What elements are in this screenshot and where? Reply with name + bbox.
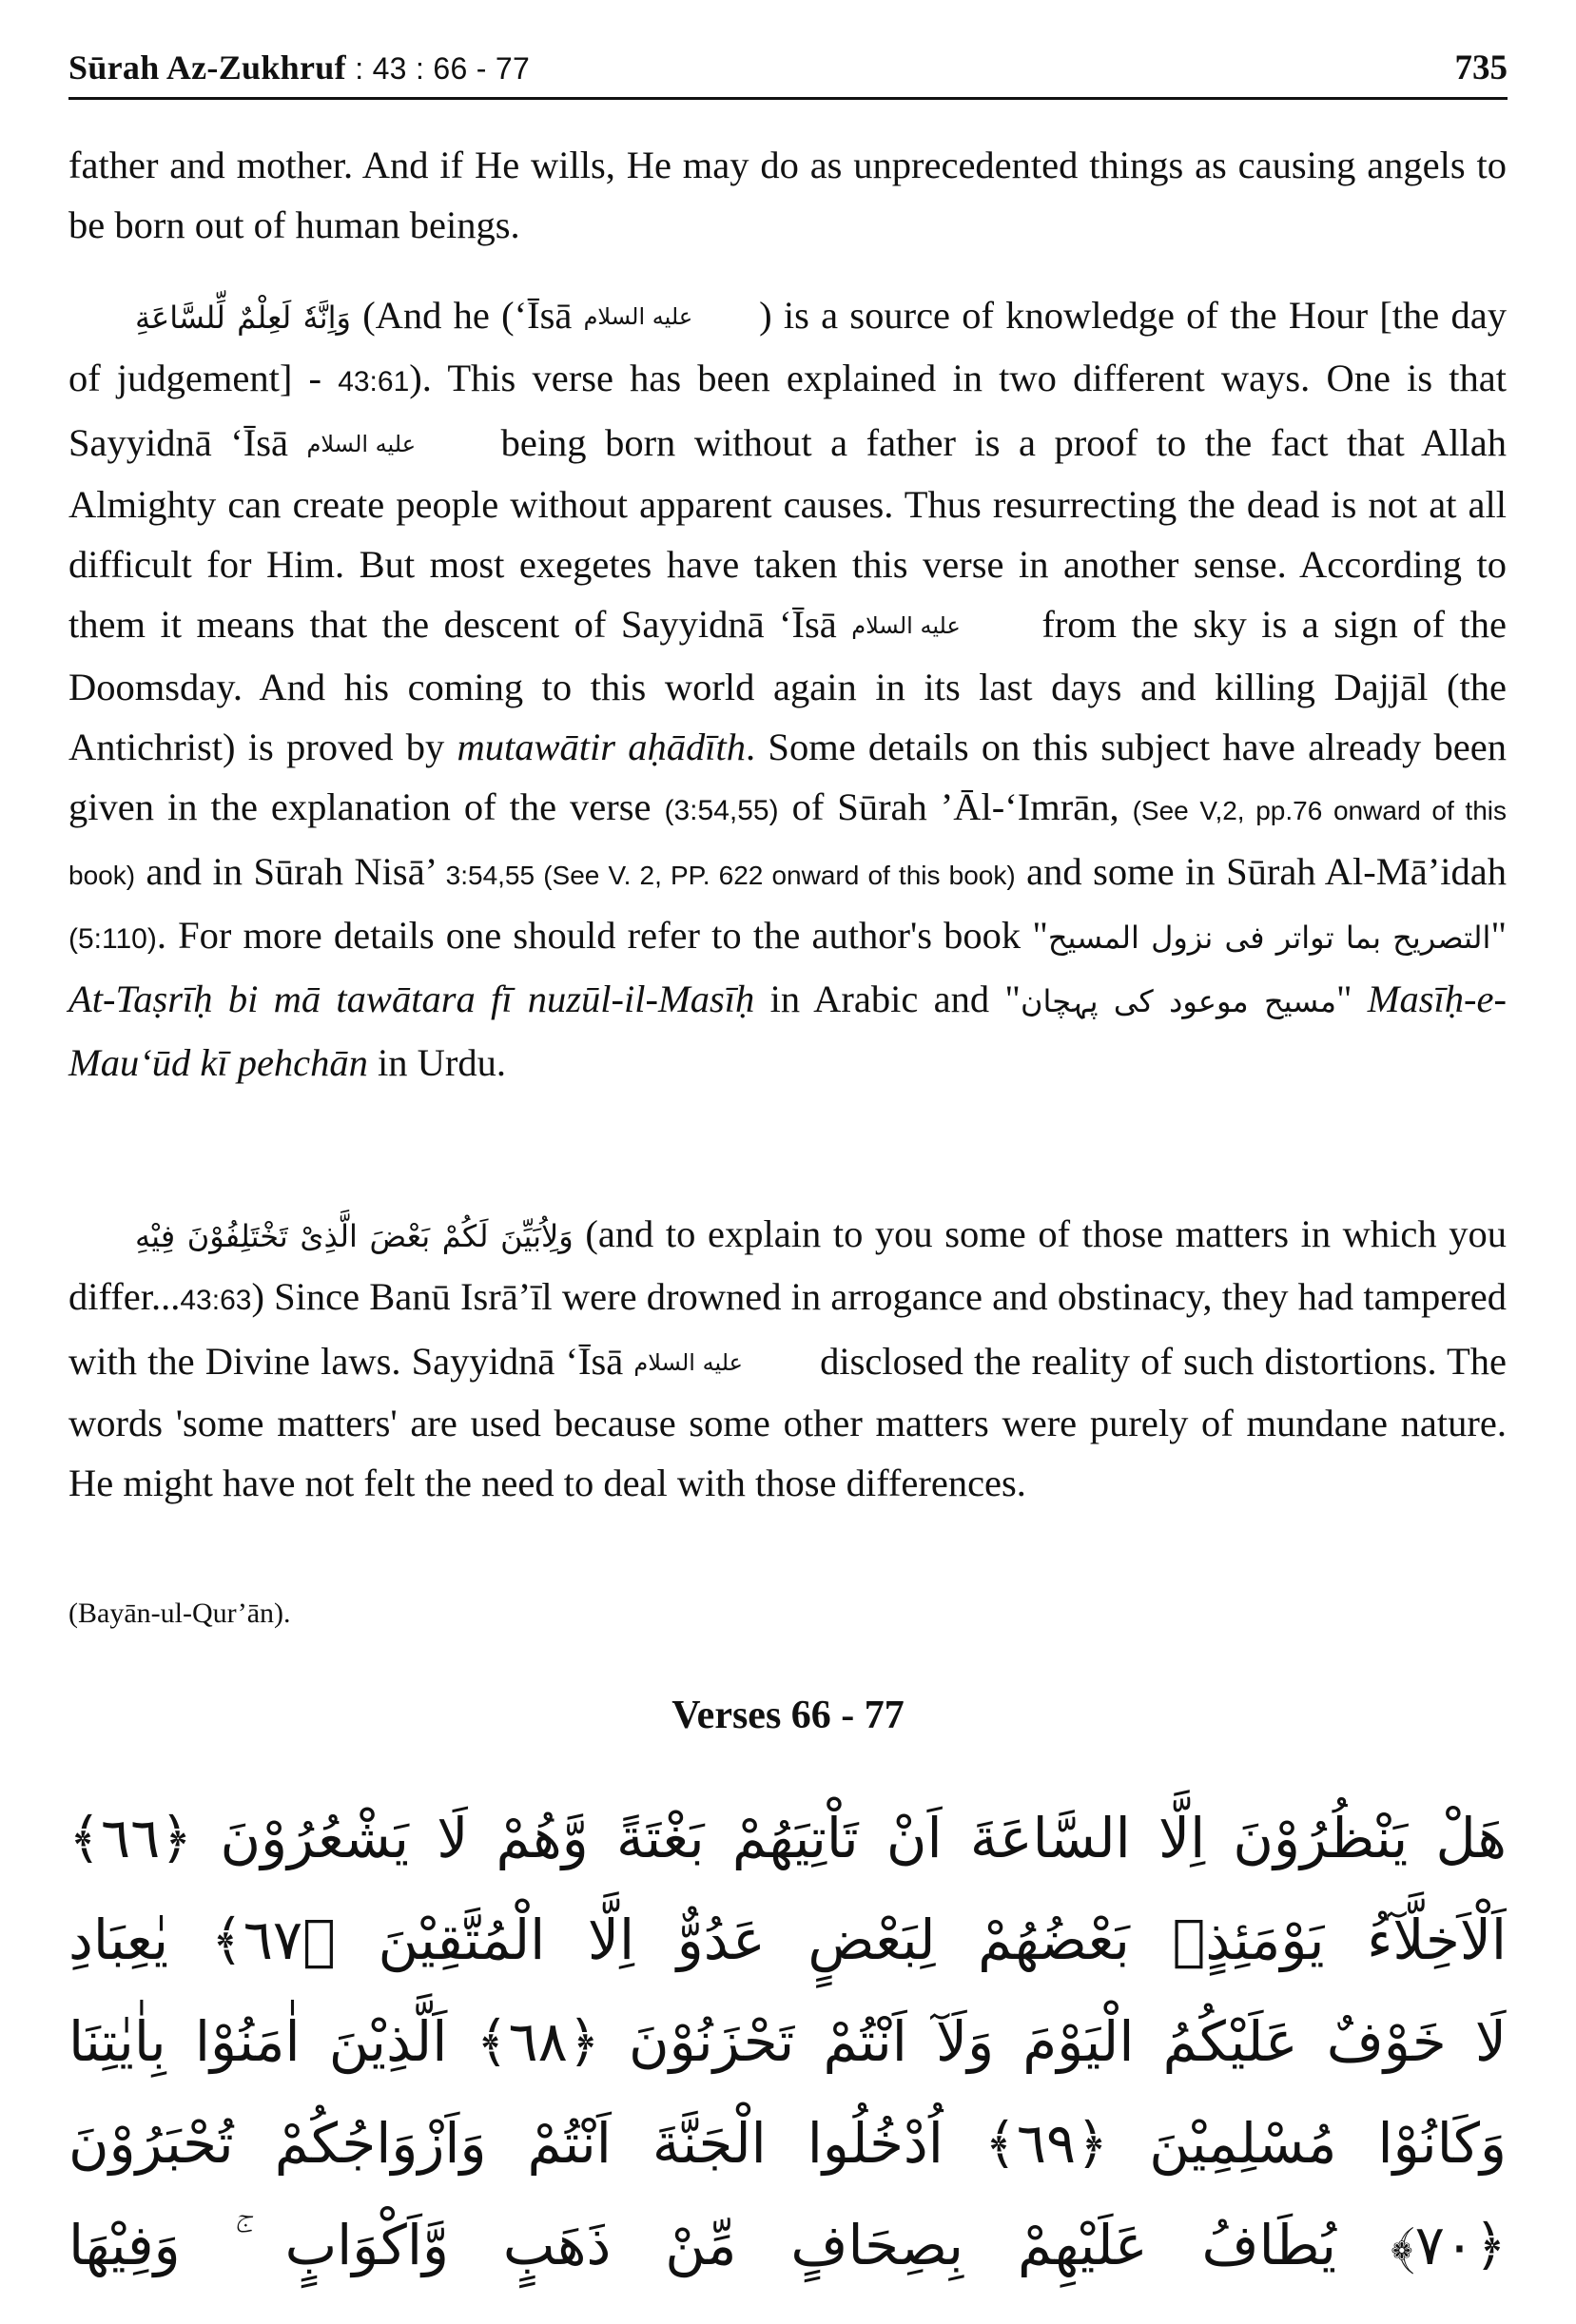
text-run: . For more details one should refer to the author's book " (156, 913, 1048, 957)
text-run: ). This verse has been explained in two different ways. One is that Sayyidnā ‘Īsā (68, 357, 1508, 464)
cross-reference: (See V,2, pp.76 onward of this book) (68, 796, 1507, 890)
verse-line: اَلْاَخِلَّآءُ يَوْمَئِذٍۢ بَعْضُهُمْ لِبَعْضٍ عَدُوٌّ اِلَّا الْمُتَّقِيْنَ ﴿٦٧﴾ يٰعِبَادِ (68, 1908, 1507, 1972)
paragraph-3-text (68, 1204, 1507, 1513)
text-run: and some in Sūrah Al-Mā’idah (1015, 849, 1507, 893)
section-heading: Verses 66 - 77 (671, 1694, 905, 1737)
cross-reference: 3:54,55 (See V. 2, PP. 622 onward of this book) (445, 860, 1016, 890)
honorific-glyph: عليه السلام (851, 612, 961, 640)
paragraph-2 (68, 285, 1507, 1093)
paragraph-3 (68, 1204, 1507, 1513)
paragraph-1-text: father and mother. And if He wills, He may do as unprecedented things as causing angels to be born out of human beings. (68, 144, 1507, 247)
italic-term: mutawātir aḥādīth (457, 726, 747, 769)
italic-book-title: Masīḥ-e-Mau‘ūd kī pehchān (68, 978, 1507, 1084)
arabic-quote: وَلِاُبَيِّنَ لَكُمْ بَعْضَ الَّذِیْ تَخْتَلِفُوْنَ فِيْهِ (135, 1218, 574, 1254)
text-run: ) is a source of knowledge of the Hour [the day of judgement] - (68, 294, 1507, 400)
arabic-quote: وَاِنَّهٗ لَعِلْمٌ لِّلسَّاعَةِ (135, 300, 351, 336)
verse-line: ﴿٧٠﴾ يُطَافُ عَلَيْهِمْ بِصِحَافٍ مِّنْ ذَهَبٍ وَّاَكْوَابٍ ۚ وَفِيْهَا (68, 2213, 1507, 2277)
text-run: ) Since Banū Isrā’īl were drowned in arrogance and obstinacy, they had tampered with the Divine laws. Sayyidnā ‘Īsā (68, 1275, 1507, 1383)
verse-reference: 43:61 (338, 366, 410, 398)
text-run: disclosed the reality of such distortions. The words 'some matters' are used because some other matters were purely of mundane nature. He might have not felt the need to deal with those differences. (68, 1339, 1507, 1505)
verse-line: هَلْ يَنْظُرُوْنَ اِلَّا السَّاعَةَ اَنْ تَاْتِيَهُمْ بَغْتَةً وَّهُمْ لَا يَشْعُرُوْنَ ﴿٦٦﴾ (68, 1806, 1507, 1870)
citation: (Bayān-ul-Qur’ān). (68, 1598, 291, 1629)
urdu-book-title: مسیح موعود کی پہچان (1020, 983, 1336, 1020)
paragraph-1 (68, 135, 1507, 256)
surah-title: Sūrah Az-Zukhruf (68, 48, 346, 87)
italic-book-title: At-Taṣrīḥ bi mā tawātara fī nuzūl-il-Masīḥ (68, 978, 755, 1021)
honorific-glyph: عليه السلام (583, 303, 693, 330)
text-run: in Urdu. (367, 1040, 507, 1084)
verse-line: لَا خَوْفٌ عَلَيْكُمُ الْيَوْمَ وَلَآ اَنْتُمْ تَحْزَنُوْنَ ﴿٦٨﴾ اَلَّذِيْنَ اٰمَنُوْا بِاٰيٰتِنَا (68, 2009, 1507, 2074)
text-run: (And he (‘Īsā (350, 294, 584, 337)
paragraph-2-text (68, 285, 1507, 1093)
text-run: " (1335, 978, 1368, 1021)
running-head (68, 42, 1508, 100)
verse-reference: (5:110) (68, 922, 157, 955)
verse-range: : 43 : 66 - 77 (355, 51, 531, 86)
verse-reference: (3:54,55) (664, 795, 779, 827)
arabic-verses-block (68, 1788, 1507, 2296)
honorific-glyph: عليه السلام (306, 430, 417, 457)
arabic-book-title: التصريح بما تواتر فی نزول المسيح (1047, 919, 1491, 956)
text-run: of Sūrah ’Āl-‘Imrān, (778, 785, 1133, 829)
text-run: . Some details on this subject have already been given in the explanation of the verse (68, 726, 1507, 829)
text-run: in Arabic and " (754, 978, 1021, 1021)
verse-reference: 43:63 (180, 1285, 252, 1317)
text-run: and in Sūrah Nisā’ (135, 849, 446, 893)
text-run: (and to explain to you some of those matters in which you differ... (68, 1212, 1508, 1319)
verse-line: وَكَانُوْا مُسْلِمِيْنَ ﴿٦٩﴾ اُدْخُلُوا الْجَنَّةَ اَنْتُمْ وَاَزْوَاجُكُمْ تُحْبَرُوْنَ (68, 2111, 1507, 2176)
text-run: from the sky is a sign of the Doomsday. And his coming to this world again in its last days and killing Dajjāl (the Antichrist) is proved by (68, 603, 1507, 769)
text-run: " (1490, 913, 1507, 957)
text-run: being born without a father is a proof to the fact that Allah Almighty can create people without apparent causes. Thus resurrecting the dead is not at all difficult for Him. But most exegetes have taken this verse in another sense. According to them it means that the descent of Sayyidnā ‘Īsā (68, 420, 1507, 647)
running-head-title (68, 48, 530, 87)
page-number: 735 (1454, 48, 1508, 87)
honorific-glyph: عليه السلام (633, 1348, 743, 1376)
